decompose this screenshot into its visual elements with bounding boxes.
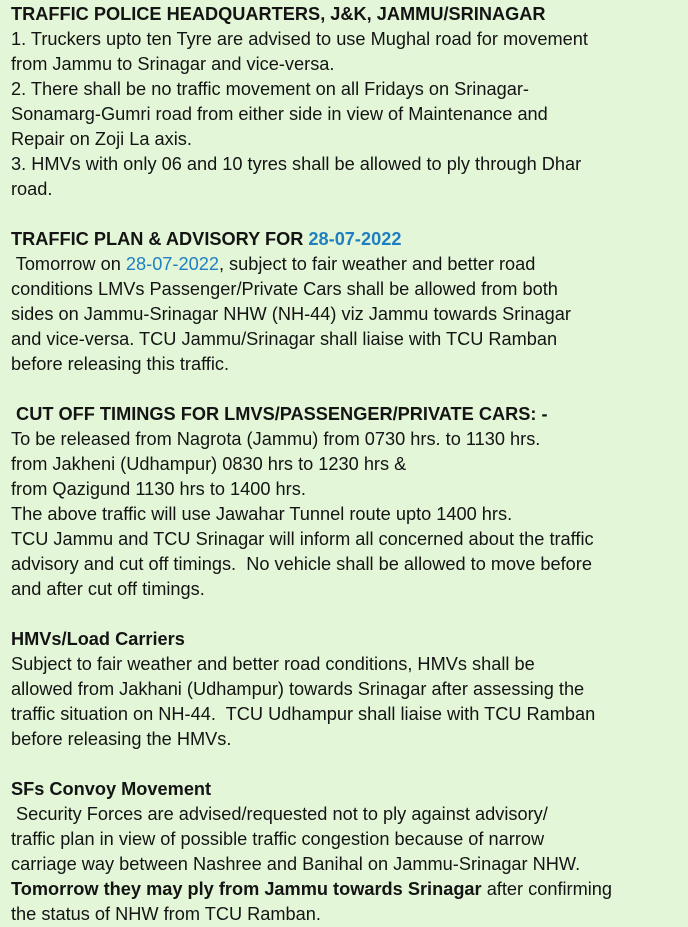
hmv-line-3: traffic situation on NH-44. TCU Udhampur shall liaise with TCU Ramban — [11, 704, 596, 724]
advisory-item-1-line-2: from Jammu to Srinagar and vice-versa. — [11, 54, 335, 74]
traffic-plan-line-1-start: Tomorrow on — [11, 254, 126, 274]
convoy-line-2: traffic plan in view of possible traffic congestion because of narrow — [11, 829, 545, 849]
convoy-line-5: the status of NHW from TCU Ramban. — [11, 904, 321, 924]
convoy-line-1: Security Forces are advised/requested not to ply against advisory/ — [11, 804, 548, 824]
traffic-plan-inline-date: 28-07-2022 — [125, 254, 219, 274]
traffic-plan-heading — [11, 227, 682, 252]
cutoff-heading: CUT OFF TIMINGS FOR LMVS/PASSENGER/PRIVATE CARS: - — [11, 404, 548, 424]
convoy-line-4 — [11, 877, 682, 902]
section-spacer — [11, 752, 682, 777]
cutoff-line-7: and after cut off timings. — [11, 579, 205, 599]
traffic-plan-line-5: before releasing this traffic. — [11, 354, 230, 374]
advisory-item-3-line-1: 3. HMVs with only 06 and 10 tyres shall be allowed to ply through Dhar — [11, 154, 582, 174]
advisory-item-2-line-1: 2. There shall be no traffic movement on all Fridays on Srinagar- — [11, 79, 529, 99]
traffic-plan-line-2: conditions LMVs Passenger/Private Cars shall be allowed from both — [11, 279, 558, 299]
traffic-plan-date: 28-07-2022 — [308, 229, 402, 249]
convoy-heading: SFs Convoy Movement — [11, 779, 212, 799]
convoy-line-3: carriage way between Nashree and Banihal on Jammu-Srinagar NHW. — [11, 854, 581, 874]
hmv-line-2: allowed from Jakhani (Udhampur) towards Srinagar after assessing the — [11, 679, 585, 699]
section-spacer — [11, 377, 682, 402]
hmv-heading: HMVs/Load Carriers — [11, 629, 185, 649]
section-spacer — [11, 202, 682, 227]
convoy-line-4-bold: Tomorrow they may ply from Jammu towards Srinagar — [11, 879, 482, 899]
traffic-plan-heading-text: TRAFFIC PLAN & ADVISORY FOR — [11, 229, 309, 249]
cutoff-line-4: The above traffic will use Jawahar Tunnel route upto 1400 hrs. — [11, 504, 513, 524]
convoy-line-4-rest: after confirming — [481, 879, 613, 899]
traffic-plan-line-1-end: , subject to fair weather and better road — [218, 254, 536, 274]
advisory-item-3-line-2: road. — [11, 179, 53, 199]
hmv-line-4: before releasing the HMVs. — [11, 729, 232, 749]
cutoff-line-6: advisory and cut off timings. No vehicle shall be allowed to move before — [11, 554, 592, 574]
cutoff-line-1: To be released from Nagrota (Jammu) from 0730 hrs. to 1130 hrs. — [11, 429, 541, 449]
section-spacer — [11, 602, 682, 627]
advisory-item-2-line-3: Repair on Zoji La axis. — [11, 129, 192, 149]
advisory-item-2-line-2: Sonamarg-Gumri road from either side in view of Maintenance and — [11, 104, 548, 124]
traffic-plan-line-1 — [11, 252, 682, 277]
traffic-plan-line-3: sides on Jammu-Srinagar NHW (NH-44) viz Jammu towards Srinagar — [11, 304, 571, 324]
cutoff-line-5: TCU Jammu and TCU Srinagar will inform all concerned about the traffic — [11, 529, 594, 549]
cutoff-line-2: from Jakheni (Udhampur) 0830 hrs to 1230 hrs & — [11, 454, 407, 474]
document-title: TRAFFIC POLICE HEADQUARTERS, J&K, JAMMU/SRINAGAR — [11, 4, 546, 24]
advisory-item-1-line-1: 1. Truckers upto ten Tyre are advised to use Mughal road for movement — [11, 29, 588, 49]
cutoff-line-3: from Qazigund 1130 hrs to 1400 hrs. — [11, 479, 306, 499]
hmv-line-1: Subject to fair weather and better road conditions, HMVs shall be — [11, 654, 535, 674]
traffic-plan-line-4: and vice-versa. TCU Jammu/Srinagar shall liaise with TCU Ramban — [11, 329, 558, 349]
